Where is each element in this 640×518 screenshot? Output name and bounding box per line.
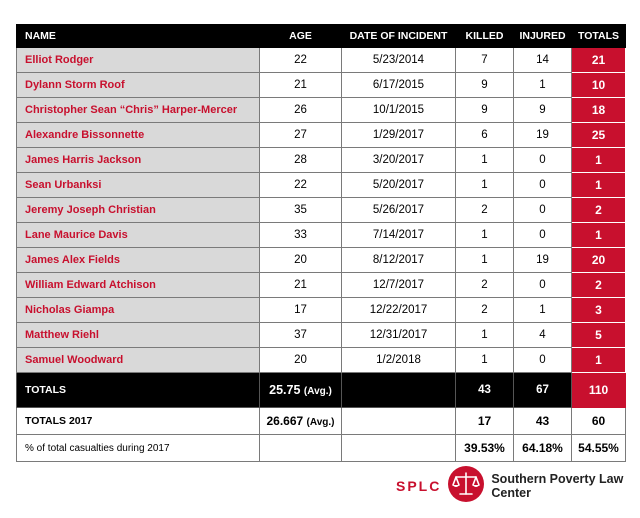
cell-total: 1 (572, 173, 626, 198)
cell-killed: 1 (456, 248, 514, 273)
cell-total: 1 (572, 348, 626, 373)
cell-injured: 0 (514, 198, 572, 223)
cell-injured: 0 (514, 223, 572, 248)
cell-injured: 0 (514, 273, 572, 298)
cell-total: 20 (572, 248, 626, 273)
table-row (17, 48, 626, 73)
totals-2017-label: TOTALS 2017 (17, 408, 260, 435)
cell-date: 12/31/2017 (342, 323, 456, 348)
logo-name: Southern Poverty Law Center (491, 472, 624, 500)
cell-age: 27 (260, 123, 342, 148)
cell-age: 26 (260, 98, 342, 123)
cell-total: 10 (572, 73, 626, 98)
header-injured: INJURED (514, 25, 572, 48)
cell-injured: 19 (514, 248, 572, 273)
cell-killed: 1 (456, 223, 514, 248)
totals-injured: 67 (514, 373, 572, 408)
cell-name: Jeremy Joseph Christian (17, 198, 260, 223)
percent-killed: 39.53% (456, 435, 514, 462)
cell-date: 1/29/2017 (342, 123, 456, 148)
header-date: DATE OF INCIDENT (342, 25, 456, 48)
table-row (17, 323, 626, 348)
percent-date (342, 435, 456, 462)
cell-injured: 4 (514, 323, 572, 348)
cell-age: 21 (260, 273, 342, 298)
totals-label: TOTALS (17, 373, 260, 408)
logo-abbr: SPLC (396, 478, 442, 494)
cell-date: 5/23/2014 (342, 48, 456, 73)
incident-table (16, 24, 626, 462)
totals-total: 110 (572, 373, 626, 408)
totals-age: 25.75 (Avg.) (260, 373, 342, 408)
totals-date (342, 373, 456, 408)
table-body (17, 48, 626, 373)
percent-injured: 64.18% (514, 435, 572, 462)
cell-injured: 9 (514, 98, 572, 123)
cell-injured: 0 (514, 348, 572, 373)
cell-total: 18 (572, 98, 626, 123)
cell-injured: 0 (514, 148, 572, 173)
totals-2017-row (17, 408, 626, 435)
totals-2017-total: 60 (572, 408, 626, 435)
table-row (17, 273, 626, 298)
cell-date: 12/7/2017 (342, 273, 456, 298)
cell-age: 21 (260, 73, 342, 98)
cell-total: 1 (572, 223, 626, 248)
cell-killed: 1 (456, 148, 514, 173)
table-row (17, 123, 626, 148)
table-row (17, 348, 626, 373)
cell-name: Dylann Storm Roof (17, 73, 260, 98)
cell-date: 3/20/2017 (342, 148, 456, 173)
cell-injured: 0 (514, 173, 572, 198)
cell-date: 1/2/2018 (342, 348, 456, 373)
cell-date: 5/26/2017 (342, 198, 456, 223)
cell-name: Matthew Riehl (17, 323, 260, 348)
table-row (17, 198, 626, 223)
splc-logo (396, 466, 640, 506)
cell-killed: 2 (456, 298, 514, 323)
cell-injured: 14 (514, 48, 572, 73)
cell-name: Samuel Woodward (17, 348, 260, 373)
cell-date: 5/20/2017 (342, 173, 456, 198)
table-row (17, 223, 626, 248)
cell-total: 1 (572, 148, 626, 173)
cell-age: 35 (260, 198, 342, 223)
cell-name: Nicholas Giampa (17, 298, 260, 323)
cell-age: 20 (260, 348, 342, 373)
percent-age (260, 435, 342, 462)
totals-2017-date (342, 408, 456, 435)
table-row (17, 73, 626, 98)
totals-2017-killed: 17 (456, 408, 514, 435)
header-age: AGE (260, 25, 342, 48)
table-row (17, 173, 626, 198)
cell-age: 22 (260, 48, 342, 73)
totals-2017-age: 26.667 (Avg.) (260, 408, 342, 435)
cell-total: 5 (572, 323, 626, 348)
scales-icon (447, 465, 485, 508)
cell-killed: 7 (456, 48, 514, 73)
table-row (17, 298, 626, 323)
cell-total: 25 (572, 123, 626, 148)
table-row (17, 98, 626, 123)
cell-injured: 1 (514, 73, 572, 98)
header-killed: KILLED (456, 25, 514, 48)
cell-total: 21 (572, 48, 626, 73)
cell-injured: 19 (514, 123, 572, 148)
cell-total: 2 (572, 198, 626, 223)
cell-date: 7/14/2017 (342, 223, 456, 248)
cell-killed: 1 (456, 348, 514, 373)
cell-name: James Alex Fields (17, 248, 260, 273)
cell-killed: 6 (456, 123, 514, 148)
cell-name: James Harris Jackson (17, 148, 260, 173)
cell-name: Alexandre Bissonnette (17, 123, 260, 148)
totals-2017-injured: 43 (514, 408, 572, 435)
cell-name: William Edward Atchison (17, 273, 260, 298)
header-row (17, 25, 626, 48)
header-name: NAME (17, 25, 260, 48)
cell-age: 33 (260, 223, 342, 248)
table-row (17, 248, 626, 273)
cell-age: 22 (260, 173, 342, 198)
cell-date: 8/12/2017 (342, 248, 456, 273)
cell-killed: 2 (456, 273, 514, 298)
totals-row (17, 373, 626, 408)
cell-date: 6/17/2015 (342, 73, 456, 98)
cell-date: 10/1/2015 (342, 98, 456, 123)
percent-row (17, 435, 626, 462)
cell-age: 37 (260, 323, 342, 348)
cell-age: 28 (260, 148, 342, 173)
cell-total: 2 (572, 273, 626, 298)
cell-age: 17 (260, 298, 342, 323)
totals-killed: 43 (456, 373, 514, 408)
cell-age: 20 (260, 248, 342, 273)
cell-name: Sean Urbanksi (17, 173, 260, 198)
cell-injured: 1 (514, 298, 572, 323)
table-row (17, 148, 626, 173)
cell-killed: 9 (456, 98, 514, 123)
percent-label: % of total casualties during 2017 (17, 435, 260, 462)
cell-name: Christopher Sean “Chris” Harper-Mercer (17, 98, 260, 123)
cell-name: Elliot Rodger (17, 48, 260, 73)
cell-killed: 1 (456, 323, 514, 348)
header-totals: TOTALS (572, 25, 626, 48)
cell-killed: 9 (456, 73, 514, 98)
cell-date: 12/22/2017 (342, 298, 456, 323)
cell-name: Lane Maurice Davis (17, 223, 260, 248)
cell-killed: 1 (456, 173, 514, 198)
cell-killed: 2 (456, 198, 514, 223)
cell-total: 3 (572, 298, 626, 323)
percent-total: 54.55% (572, 435, 626, 462)
